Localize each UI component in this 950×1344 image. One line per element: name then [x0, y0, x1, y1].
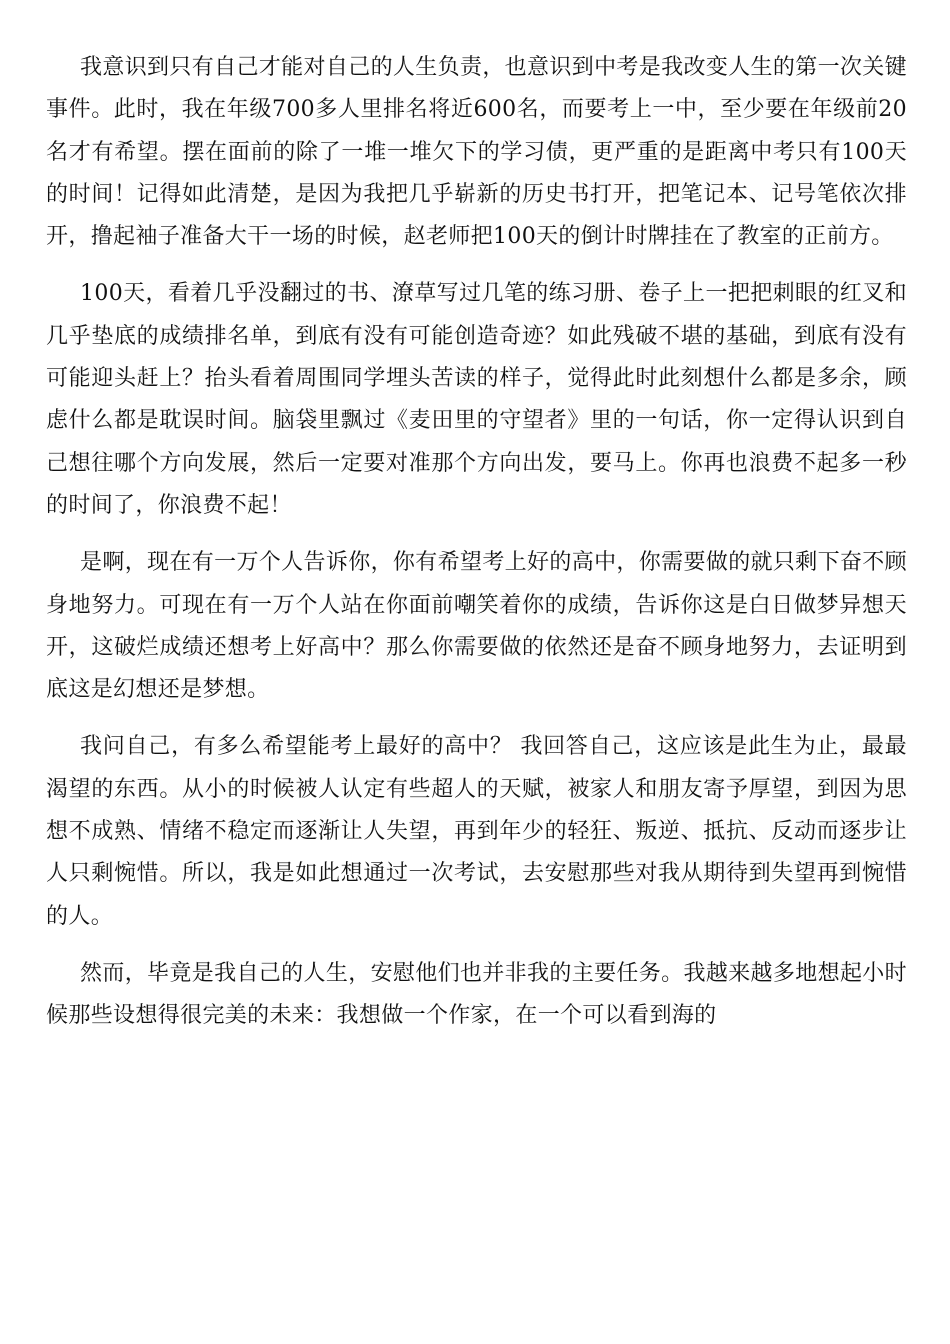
paragraph-5: 然而，毕竟是我自己的人生，安慰他们也并非我的主要任务。我越来越多地想起小时候那些设想得很完美的未来：我想做一个作家，在一个可以看到海的	[46, 960, 907, 1029]
paragraph-1: 我意识到只有自己才能对自己的人生负责，也意识到中考是我改变人生的第一次关键事件。此时，我在年级700多人里排名将近600名，而要考上一中，至少要在年级前20名才有希望。摆在面前的除了一堆一堆欠下的学习债，更严重的是距离中考只有100天的时间！记得如此清楚，是因为我把几乎崭新的历史书打开，把笔记本、记号笔依次排开，撸起袖子准备大干一场的时候，赵老师把100天的倒计时牌挂在了教室的正前方。	[46, 55, 907, 250]
paragraph-3: 是啊，现在有一万个人告诉你，你有希望考上好的高中，你需要做的就只剩下奋不顾身地努力。可现在有一万个人站在你面前嘲笑着你的成绩，告诉你这是白日做梦异想天开，这破烂成绩还想考上好高中？那么你需要做的依然还是奋不顾身地努力，去证明到底这是幻想还是梦想。	[46, 550, 907, 703]
document-page	[46, 47, 907, 1053]
paragraph-2: 100天，看着几乎没翻过的书、潦草写过几笔的练习册、卷子上一把把刺眼的红叉和几乎垫底的成绩排名单，到底有没有可能创造奇迹？如此残破不堪的基础，到底有没有可能迎头赶上？抬头看着周围同学埋头苦读的样子，觉得此时此刻想什么都是多余，顾虑什么都是耽误时间。脑袋里飘过《麦田里的守望者》里的一句话，你一定得认识到自己想往哪个方向发展，然后一定要对准那个方向出发，要马上。你再也浪费不起多一秒的时间了，你浪费不起！	[46, 281, 907, 518]
paragraph-4: 我问自己，有多么希望能考上最好的高中？ 我回答自己，这应该是此生为止，最最渴望的东西。从小的时候被人认定有些超人的天赋，被家人和朋友寄予厚望，到因为思想不成熟、情绪不稳定而逐渐让人失望，再到年少的轻狂、叛逆、抵抗、反动而逐步让人只剩惋惜。所以，我是如此想通过一次考试，去安慰那些对我从期待到失望再到惋惜的人。	[46, 734, 907, 929]
